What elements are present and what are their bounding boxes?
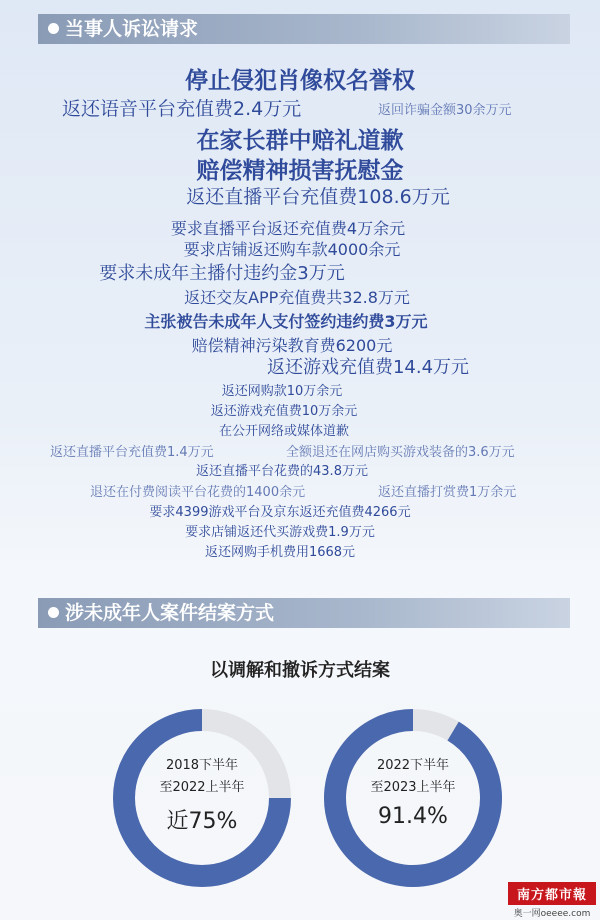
claim-item: 返还交友APP充值费共32.8万元 [184, 288, 410, 307]
donut-value-arc [335, 720, 491, 876]
claim-item: 要求店铺返还代买游戏费1.9万元 [185, 525, 375, 540]
claim-item: 退还在付费阅读平台花费的1400余元 [90, 485, 306, 500]
claim-item: 返还游戏充值费14.4万元 [266, 357, 470, 378]
section-title: 当事人诉讼请求 [65, 18, 199, 40]
donut-chart-1 [112, 708, 292, 888]
donut-ring [112, 708, 292, 888]
newspaper-logo [508, 882, 596, 919]
claim-item: 赔偿精神污染教育费6200元 [191, 336, 393, 355]
donut-ring [323, 708, 503, 888]
claim-item: 返还网购手机费用1668元 [204, 545, 356, 560]
chart-title: 以调解和撤诉方式结案 [210, 660, 390, 681]
claim-item: 主张被告未成年人支付签约违约费3万元 [144, 312, 428, 331]
claim-item: 返还直播平台充值费1.4万元 [50, 445, 214, 460]
logo-site: 奥一网oeeee.com [513, 909, 591, 919]
donut-chart-2 [323, 708, 503, 888]
claim-item: 在公开网络或媒体道歉 [218, 424, 349, 439]
claim-item: 要求未成年主播付违约金3万元 [99, 263, 345, 284]
claim-item: 返还直播平台充值费108.6万元 [186, 186, 450, 208]
period-line-1: 2018下半年 [165, 758, 239, 773]
claim-item: 全额退还在网店购买游戏装备的3.6万元 [286, 445, 515, 460]
claim-item: 在家长群中赔礼道歉 [196, 128, 404, 154]
period-line-2: 至2022上半年 [159, 780, 245, 795]
period-line-2: 至2023上半年 [370, 780, 456, 795]
percentage-label: 近75% [166, 809, 238, 834]
claim-item: 返还网购款10万余元 [221, 384, 343, 399]
claim-item: 赔偿精神损害抚慰金 [196, 158, 404, 184]
claim-item: 要求直播平台返还充值费4万余元 [170, 219, 406, 238]
claim-item: 停止侵犯肖像权名誉权 [185, 68, 415, 94]
section-title: 涉未成年人案件结案方式 [65, 602, 275, 624]
claim-item: 返还直播平台花费的43.8万元 [196, 464, 368, 479]
claim-item: 要求4399游戏平台及京东返还充值费4266元 [149, 505, 411, 520]
percentage-label: 91.4% [378, 804, 448, 829]
period-line-1: 2022下半年 [376, 758, 450, 773]
section-header-claims [38, 14, 570, 44]
claim-item: 返回诈骗金额30余万元 [378, 103, 512, 118]
claim-item: 要求店铺返还购车款4000余元 [183, 240, 401, 259]
claim-item: 返还语音平台充值费2.4万元 [62, 98, 302, 120]
section-header-case-closing [38, 598, 570, 628]
claim-item: 返还游戏充值费10万余元 [210, 404, 358, 419]
bullet-dot-icon [48, 23, 59, 34]
claim-item: 返还直播打赏费1万余元 [378, 485, 517, 500]
logo-name: 南方都市報 [508, 882, 596, 905]
bullet-dot-icon [48, 607, 59, 618]
